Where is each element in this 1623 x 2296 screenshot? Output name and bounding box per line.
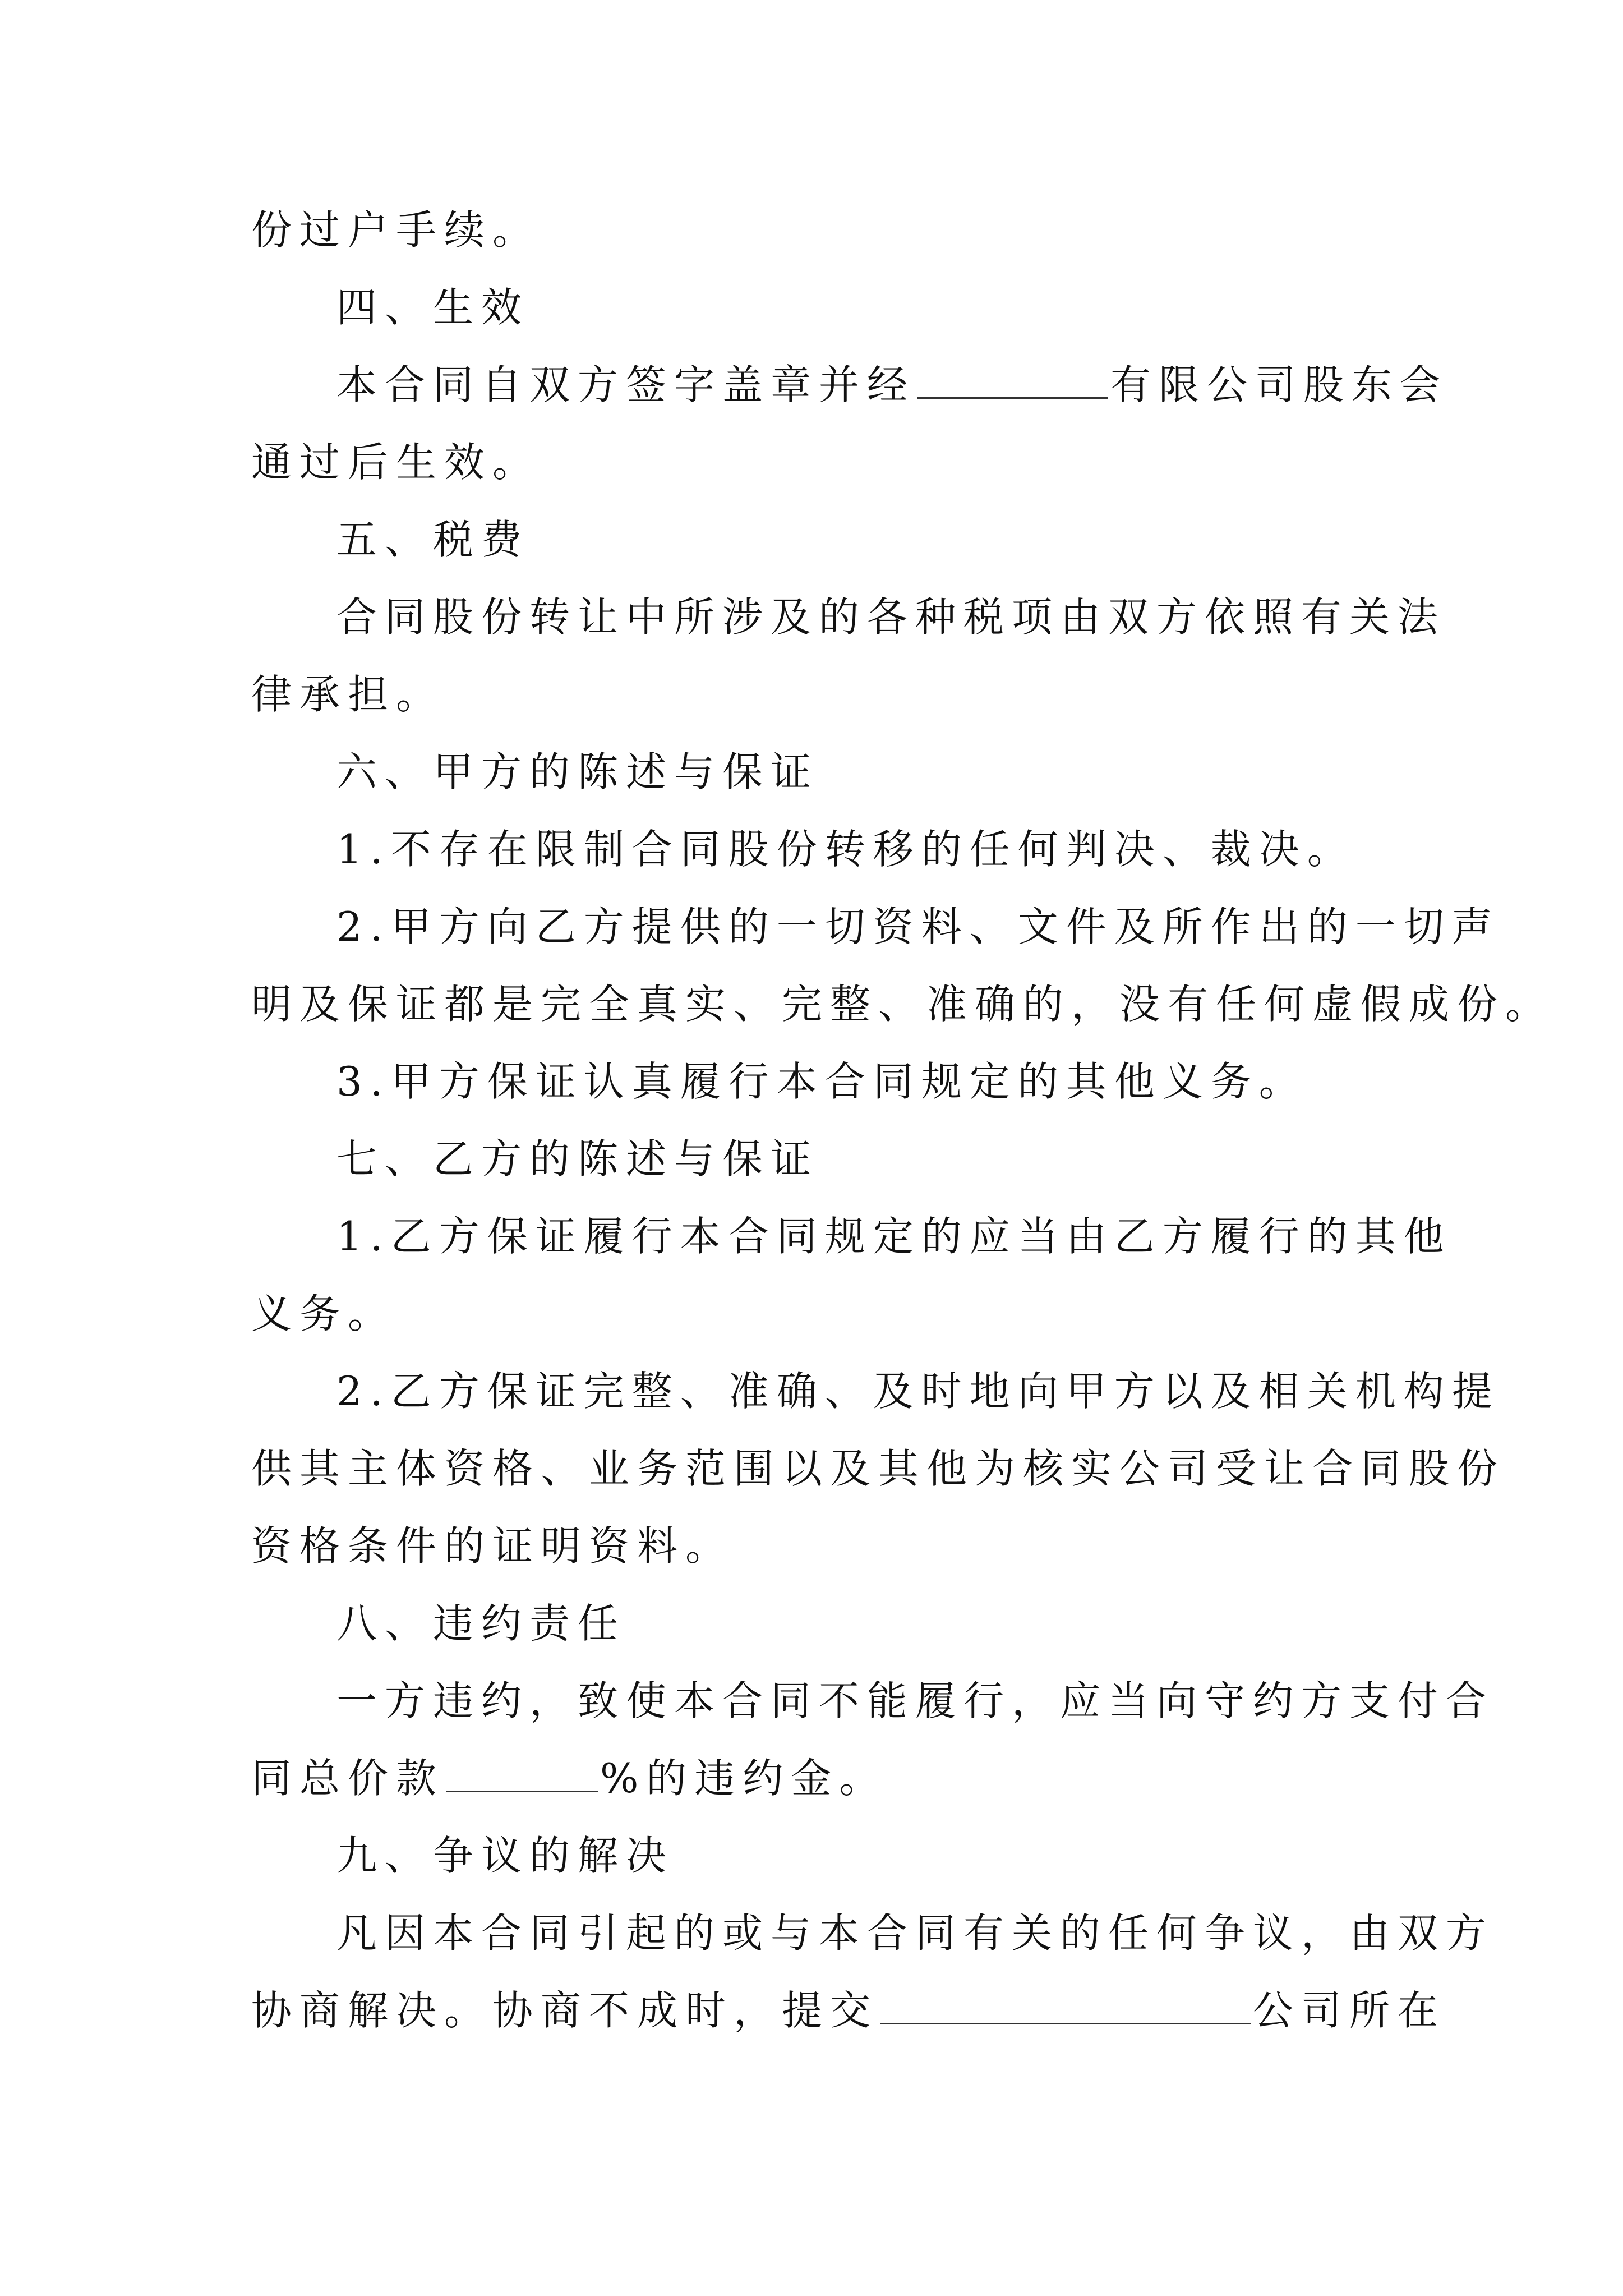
blank-penalty-percent — [446, 1755, 598, 1792]
text-line-dispute-clause — [251, 1971, 1446, 2050]
section-heading-breach: 八、违约责任 — [336, 1600, 626, 1647]
text-line-effective-clause — [336, 346, 1464, 424]
text-line: 通过后生效。 — [251, 439, 541, 486]
text-line: 一方违约，致使本合同不能履行，应当向守约方支付合 — [336, 1677, 1495, 1724]
text-line: 1.乙方保证履行本合同规定的应当由乙方履行的其他 — [336, 1213, 1452, 1260]
text-line: 2.甲方向乙方提供的一切资料、文件及所作出的一切声 — [336, 903, 1500, 950]
section-heading-party-a: 六、甲方的陈述与保证 — [336, 748, 819, 795]
text-line-penalty-clause — [251, 1739, 1378, 1818]
clause-text: 本合同自双方签字盖章并经 — [336, 361, 916, 408]
clause-text: 公司所在 — [1253, 1987, 1446, 2034]
text-line: 合同股份转让中所涉及的各种税项由双方依照有关法 — [336, 593, 1446, 641]
blank-company-name — [917, 361, 1108, 399]
text-line: 明及保证都是完全真实、完整、准确的，没有任何虚假成份。 — [251, 981, 1554, 1028]
section-heading-party-b: 七、乙方的陈述与保证 — [336, 1135, 819, 1182]
clause-text: 协商解决。协商不成时，提交 — [251, 1987, 879, 2034]
text-line: 供其主体资格、业务范围以及其他为核实公司受让合同股份 — [251, 1445, 1506, 1492]
text-line: 律承担。 — [251, 671, 445, 718]
text-line: 资格条件的证明资料。 — [251, 1522, 734, 1570]
clause-text: 同总价款 — [251, 1755, 445, 1802]
text-line: 1.不存在限制合同股份转移的任何判决、裁决。 — [336, 826, 1355, 873]
text-line: 3.甲方保证认真履行本合同规定的其他义务。 — [336, 1058, 1307, 1105]
text-line: 2.乙方保证完整、准确、及时地向甲方以及相关机构提 — [336, 1368, 1500, 1415]
section-heading-effectiveness: 四、生效 — [336, 284, 530, 331]
text-line: 份过户手续。 — [251, 206, 541, 254]
section-heading-taxes: 五、税费 — [336, 516, 530, 563]
clause-text: %的违约金。 — [600, 1755, 888, 1802]
clause-text: 有限公司股东会 — [1110, 361, 1449, 408]
blank-arbitration-body — [880, 1987, 1251, 2024]
text-line: 义务。 — [251, 1290, 396, 1337]
section-heading-dispute: 九、争议的解决 — [336, 1832, 675, 1879]
text-line: 凡因本合同引起的或与本合同有关的任何争议，由双方 — [336, 1910, 1495, 1957]
